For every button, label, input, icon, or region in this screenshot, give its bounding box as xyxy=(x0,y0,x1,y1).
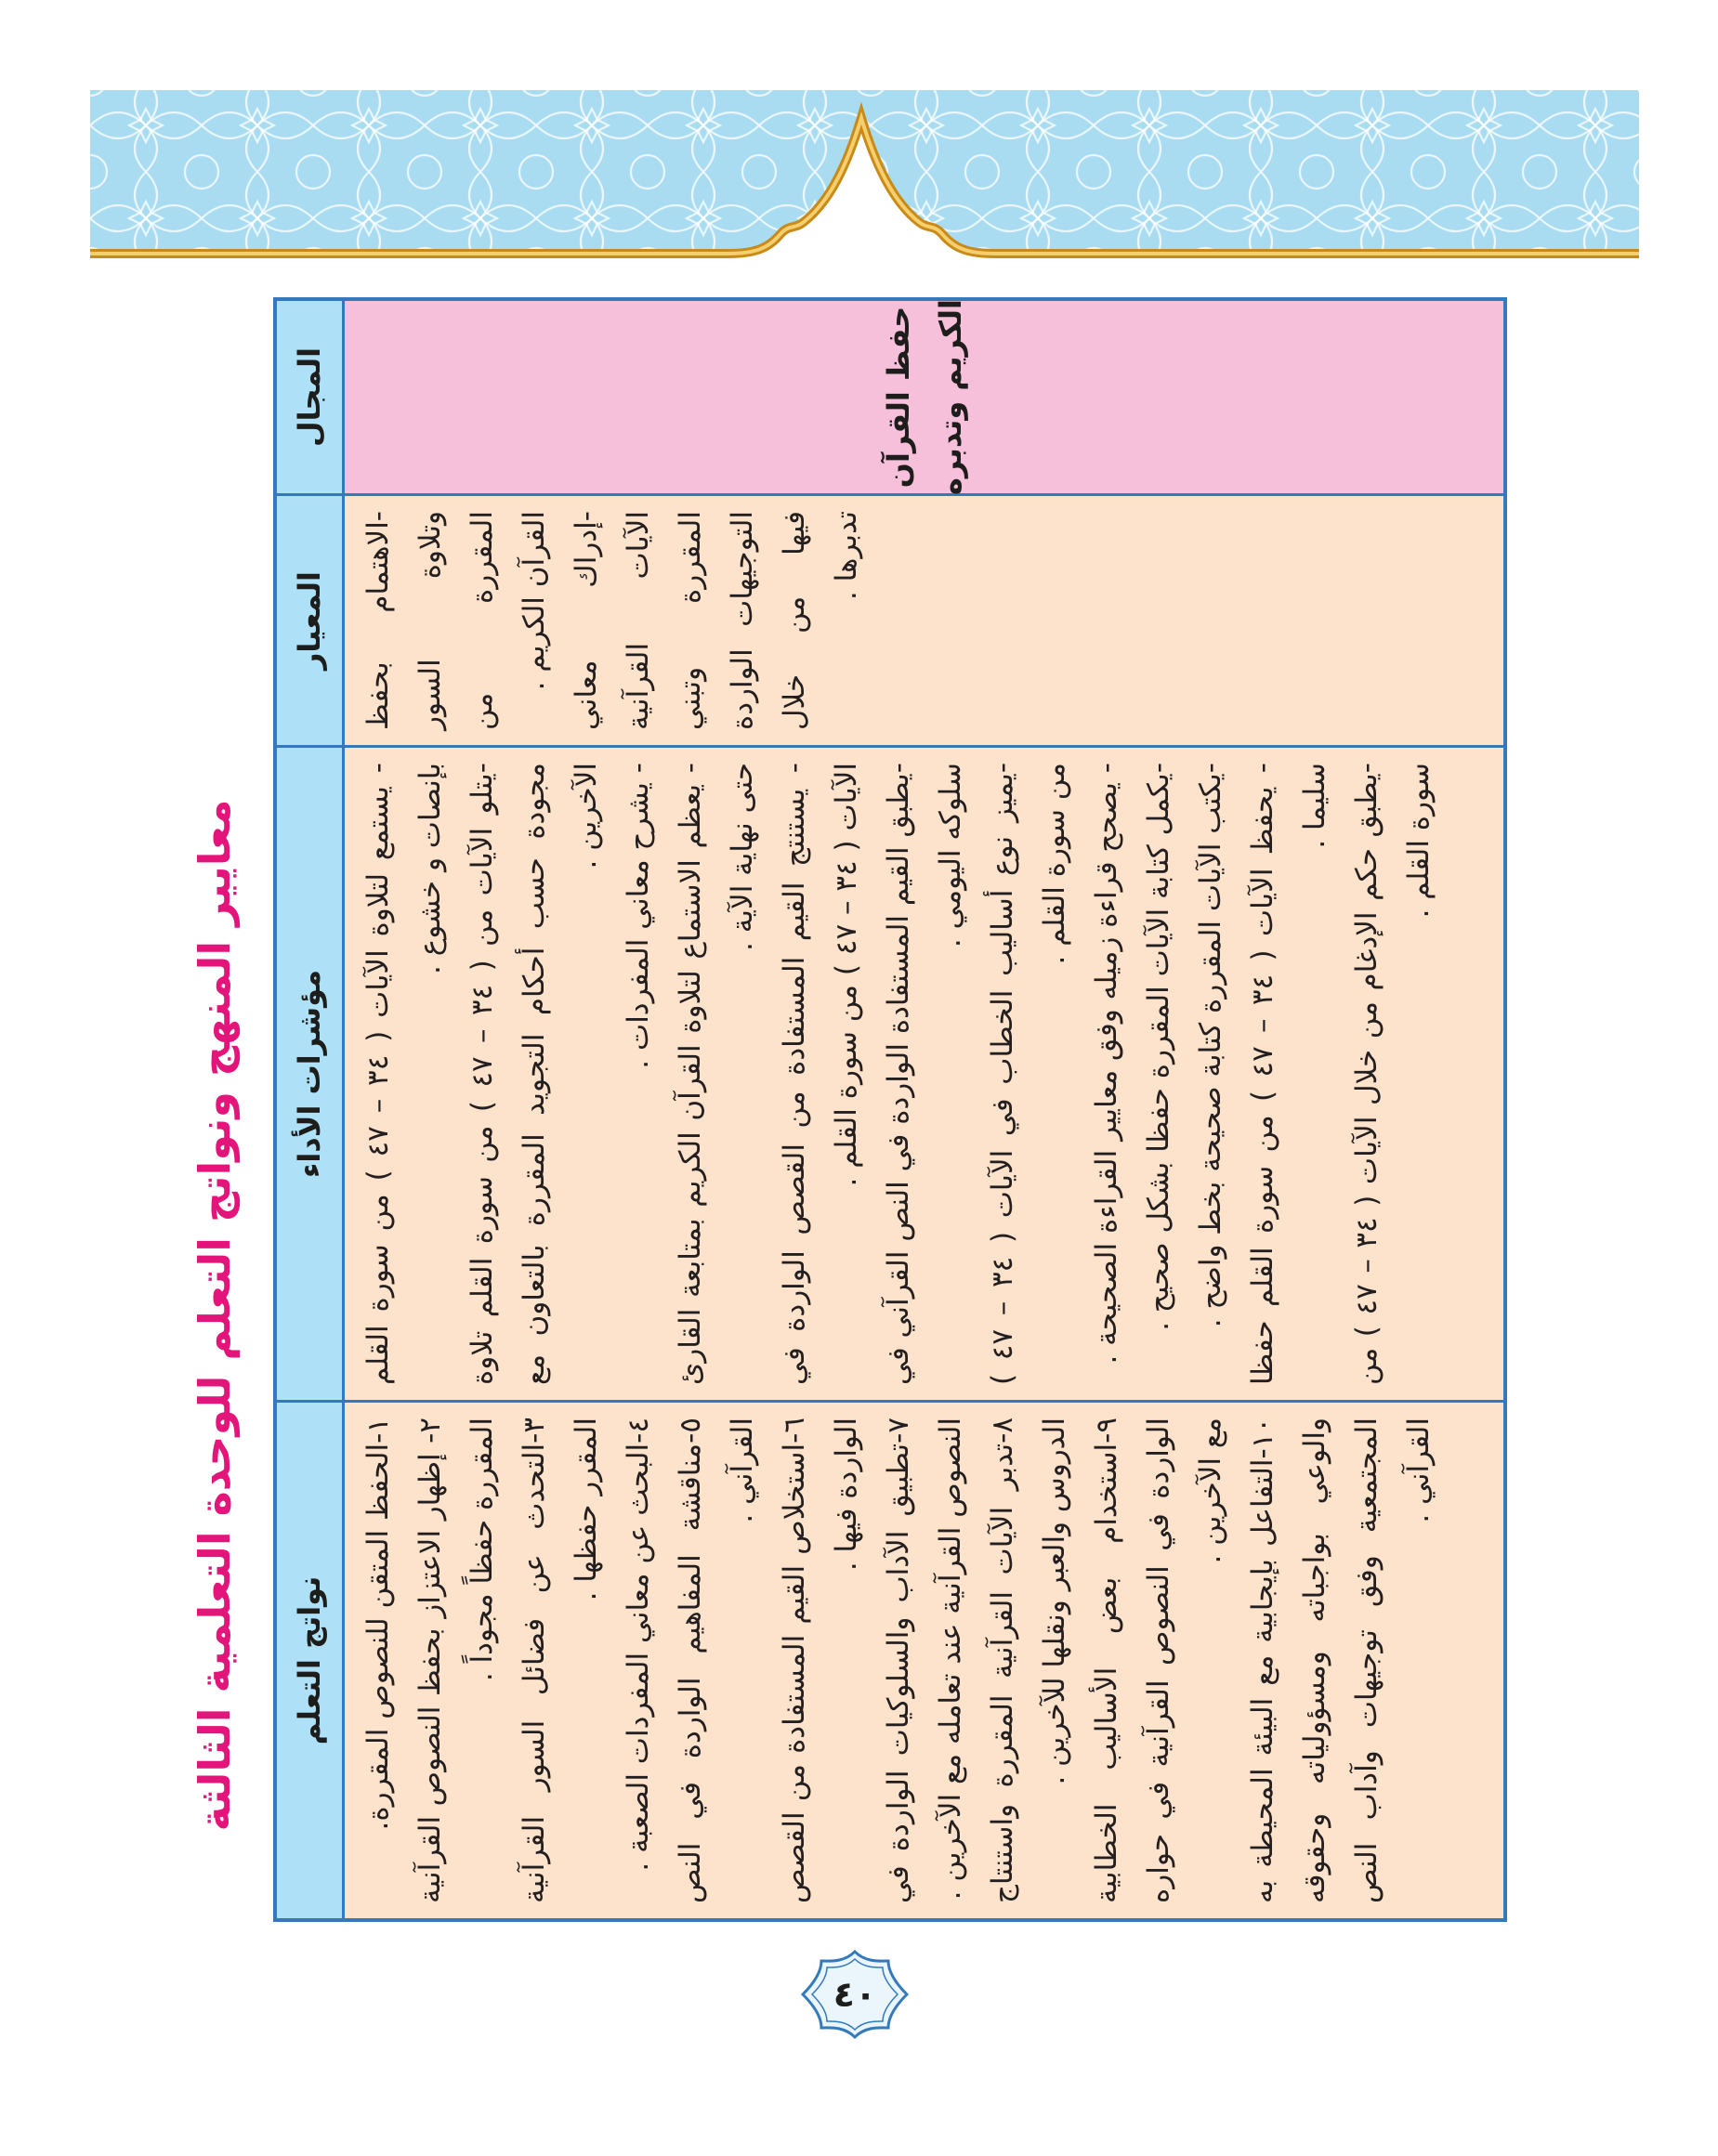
indicator-item: - يعظم الاستماع لتلاوة القرآن الكريم بمتابعة القارئ حتى نهاية الآية . xyxy=(674,763,759,1385)
indicator-item: - يحفظ الآيات ( ٣٤ – ٤٧ ) من سورة القلم حفظا سليما . xyxy=(1246,763,1331,1385)
header-indicators: مؤشرات الأداء xyxy=(277,748,342,1400)
indicator-item: - يشرح معاني المفردات . xyxy=(622,763,655,1069)
outcome-item: ٢- إظهار الاعتزاز بحفظ النصوص القرآنية المقررة حفظاً مجوداً . xyxy=(413,1418,499,1903)
outcomes-cell xyxy=(345,1403,1503,1918)
domain-line: الكريم وتدبره xyxy=(932,299,968,495)
standards-table-wrapper xyxy=(273,297,1507,1922)
indicators-cell xyxy=(345,748,1503,1400)
outcome-item: ٨-تدبر الآيات القرآنية المقررة واستنتاج الدروس والعبر ونقلها للآخرين . xyxy=(986,1418,1071,1903)
header-domain: المجال xyxy=(277,301,342,493)
standard-item: -إدراك معاني الآيات القرآنية المقررة وتبني التوجيهات الواردة فيها من خلال تدبرها . xyxy=(570,511,863,730)
outcome-item: ٩-استخدام بعض الأساليب الخطابية الواردة في النصوص القرآنية في حواره مع الآخرين . xyxy=(1090,1418,1227,1903)
domain-line: حفظ القرآن xyxy=(880,306,916,489)
indicator-item: -يطبق حكم الإدغام من خلال الآيات ( ٣٤ – ٤٧ ) من سورة القلم . xyxy=(1350,763,1436,1385)
outcome-item: ٧-تطبيق الآداب والسلوكيات الواردة في النصوص القرآنية عند تعامله مع الآخرين . xyxy=(882,1418,967,1903)
outcome-item: ١-الحفظ المتقن للنصوص المقررة. xyxy=(361,1418,395,1831)
outcome-item: ٣-التحدث عن فضائل السور القرآنية المقرر حفظها . xyxy=(518,1418,603,1903)
header-outcomes: نواتج التعلم xyxy=(277,1403,342,1918)
page-title-wrapper xyxy=(182,619,247,2012)
indicator-item: -يطبق القيم المستفادة الواردة في النص القرآني في سلوكه اليومي . xyxy=(882,763,967,1385)
indicator-item: -يميز نوع أساليب الخطاب في الآيات ( ٣٤ – ٤٧ ) من سورة القلم . xyxy=(986,762,1071,1385)
outcome-item: ٥-مناقشة المفاهيم الواردة في النص القرآني . xyxy=(674,1418,759,1903)
indicator-item: - يصحح قراءة زميله وفق معايير القراءة الصحيحة . xyxy=(1090,763,1123,1365)
page-number: ٤٠ xyxy=(833,1974,877,2015)
outcome-item: ٤-البحث عن معاني المفردات الصعبة . xyxy=(622,1418,655,1872)
indicator-item: -يتلو الآيات من ( ٣٤ – ٤٧ ) من سورة القلم تلاوة مجودة حسب أحكام التجويد المقررة بالتعاون مع الآخرين . xyxy=(466,763,603,1385)
standard-cell xyxy=(345,496,1503,745)
indicator-item: -يكمل كتابة الآيات المقررة حفظا بشكل صحيح . xyxy=(1142,763,1175,1331)
header-ornament-band xyxy=(90,90,1639,267)
page-number-badge xyxy=(799,1948,911,2041)
standards-table xyxy=(273,297,1507,1922)
page-title: معايير المنهج ونواتج التعلم للوحدة التعلمية الثالثة xyxy=(190,799,240,1832)
indicator-item: - يستنتج القيم المستفادة من القصص الواردة في الآيات ( ٣٤ – ٤٧ ) من سورة القلم . xyxy=(778,763,863,1385)
header-standard: المعيار xyxy=(277,496,342,745)
outcome-item: ١٠-التفاعل بإيجابية مع البيئة المحيطة به والوعي بواجباته ومسؤولياته وحقوقه المجتمعية وفق توجيهات وآداب النص القرآني . xyxy=(1246,1418,1436,1903)
indicator-item: -يكتب الآيات المقررة كتابة صحيحة بخط واضح . xyxy=(1194,763,1227,1328)
standard-item: -الاهتمام بحفظ وتلاوة السور المقررة من القرآن الكريم . xyxy=(361,511,551,730)
outcome-item: ٦-استخلاص القيم المستفادة من القصص الواردة فيها . xyxy=(778,1418,863,1903)
domain-cell xyxy=(345,301,1503,493)
indicator-item: - يستمع لتلاوة الآيات ( ٣٤ – ٤٧ ) من سورة القلم بإنصات و خشوع . xyxy=(361,763,447,1385)
